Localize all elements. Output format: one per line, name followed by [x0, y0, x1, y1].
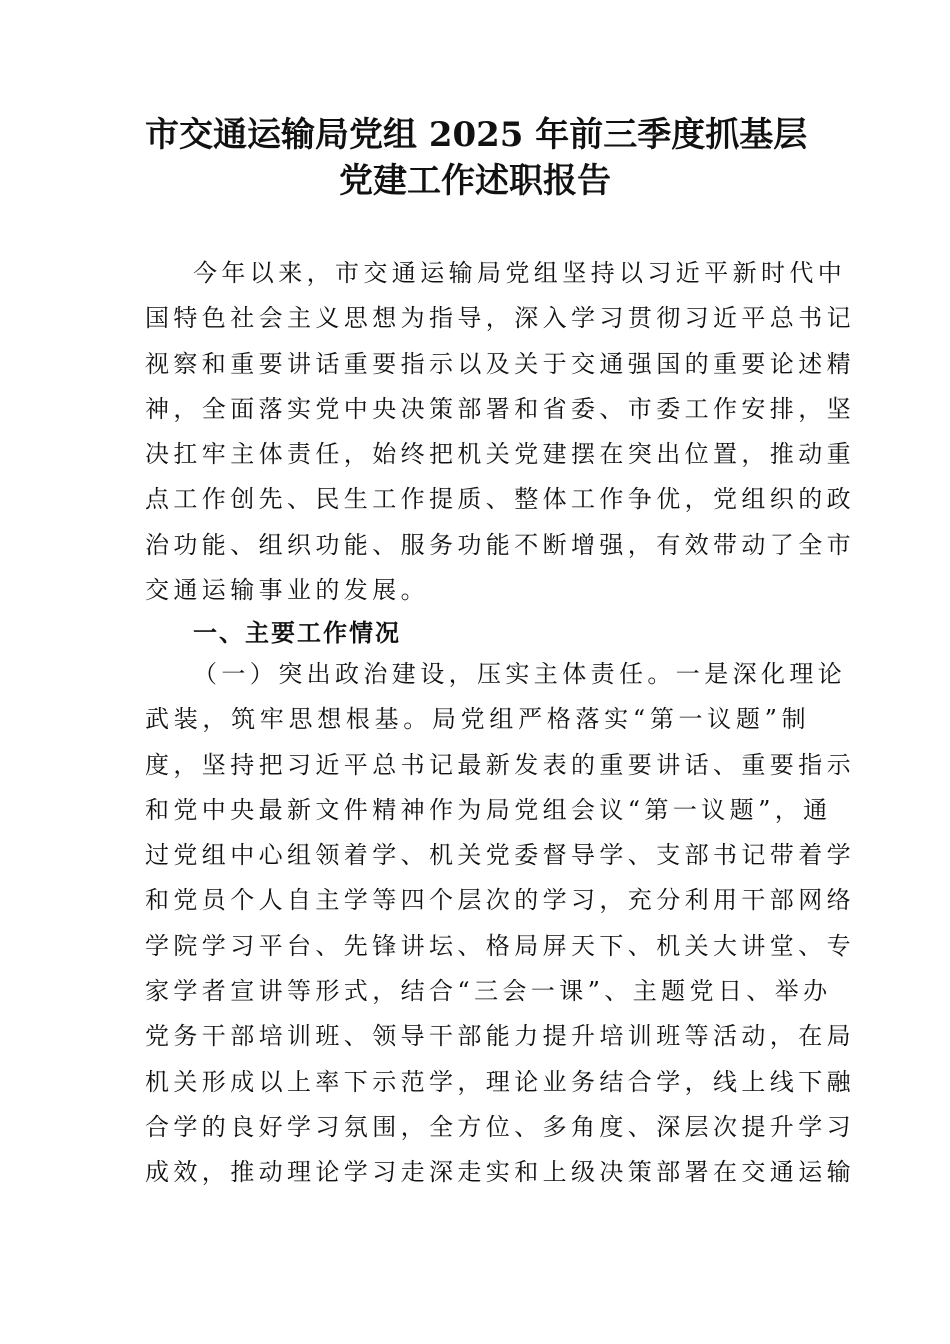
paragraph-line: 学院学习平台、先锋讲坛、格局屏天下、机关大讲堂、专 [145, 931, 855, 960]
paragraph-line: 武装，筑牢思想根基。局党组严格落实“第一议题”制 [145, 705, 810, 734]
paragraph-line: 和党中央最新文件精神作为局党组会议“第一议题”，通 [145, 795, 832, 824]
paragraph-line: 成效，推动理论学习走深走实和上级决策部署在交通运输 [145, 1158, 855, 1187]
paragraph-line: 过党组中心组领着学、机关党委督导学、支部书记带着学 [145, 841, 855, 870]
title-line-2: 党建工作述职报告 [339, 161, 611, 201]
paragraph-line: 国特色社会主义思想为指导，深入学习贯彻习近平总书记 [145, 304, 855, 333]
paragraph-line: 合学的良好学习氛围，全方位、多角度、深层次提升学习 [145, 1112, 855, 1141]
paragraph-line: 家学者宣讲等形式，结合“三会一课”、主题党日、举办 [145, 977, 832, 1006]
paragraph-line: 点工作创先、民生工作提质、整体工作争优，党组织的政 [145, 485, 855, 514]
paragraph-line: 治功能、组织功能、服务功能不断增强，有效带动了全市 [145, 530, 855, 559]
intro-paragraph [145, 251, 855, 613]
paragraph-line: 党务干部培训班、领导干部能力提升培训班等活动，在局 [145, 1022, 855, 1051]
paragraph-line: 视察和重要讲话重要指示以及关于交通强国的重要论述精 [145, 349, 855, 378]
section-one-paragraph [145, 652, 855, 1196]
paragraph-line: 度，坚持把习近平总书记最新发表的重要讲话、重要指示 [145, 750, 855, 779]
paragraph-line: 和党员个人自主学等四个层次的学习，充分利用干部网络 [145, 886, 855, 915]
title-line-1: 市交通运输局党组 2025 年前三季度抓基层 [145, 115, 808, 155]
paragraph-line: 神，全面落实党中央决策部署和省委、市委工作安排，坚 [145, 394, 855, 423]
paragraph-line: 机关形成以上率下示范学，理论业务结合学，线上线下融 [145, 1067, 855, 1096]
section-heading: 一、主要工作情况 [193, 619, 401, 647]
paragraph-line: 今年以来，市交通运输局党组坚持以习近平新时代中 [193, 259, 847, 287]
paragraph-line: （一）突出政治建设，压实主体责任。一是深化理论 [193, 660, 847, 688]
document-title [145, 112, 808, 204]
paragraph-line: 决扛牢主体责任，始终把机关党建摆在突出位置，推动重 [145, 440, 855, 469]
paragraph-line: 交通运输事业的发展。 [145, 576, 429, 605]
